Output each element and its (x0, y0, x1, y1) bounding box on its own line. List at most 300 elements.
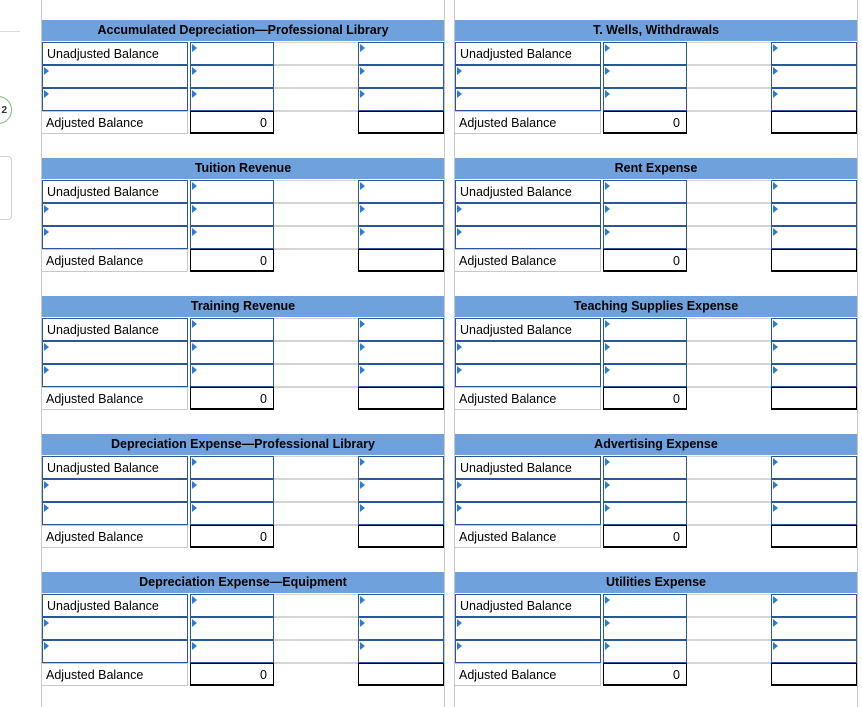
dropdown-arrow-icon (44, 619, 49, 627)
unadjusted-balance-row (42, 42, 444, 65)
account-block (455, 552, 857, 690)
dropdown-arrow-icon (457, 504, 462, 512)
debit-input[interactable] (190, 226, 274, 249)
dropdown-arrow-icon (605, 320, 610, 328)
adjusted-credit-total (358, 249, 444, 272)
dropdown-arrow-icon (773, 205, 778, 213)
adjustment-row (42, 341, 444, 364)
credit-input[interactable] (771, 364, 857, 387)
dropdown-arrow-icon (44, 481, 49, 489)
adjustment-label-input[interactable] (455, 364, 601, 387)
adjusted-balance-value: 0 (260, 254, 267, 268)
spacer-cell (687, 640, 771, 663)
adjustment-row (42, 88, 444, 111)
adjusted-credit-total (358, 111, 444, 134)
dropdown-arrow-icon (192, 596, 197, 604)
spacer-cell (274, 318, 358, 341)
debit-input[interactable] (603, 456, 687, 479)
credit-input[interactable] (358, 594, 444, 617)
adjusted-balance-value: 0 (260, 530, 267, 544)
credit-input[interactable] (358, 226, 444, 249)
account-block (42, 0, 444, 138)
adjusted-debit-total (603, 663, 687, 686)
debit-input[interactable] (603, 594, 687, 617)
adjusted-debit-total (603, 249, 687, 272)
dropdown-arrow-icon (605, 182, 610, 190)
account-title: Depreciation Expense—Equipment (42, 572, 444, 593)
dropdown-arrow-icon (192, 320, 197, 328)
adjusted-balance-value: 0 (673, 530, 680, 544)
left-panel-fragment (0, 0, 38, 707)
adjusted-balance-label: Adjusted Balance (42, 111, 188, 134)
dropdown-arrow-icon (44, 228, 49, 236)
adjustment-label-input[interactable] (42, 479, 188, 502)
spacer-cell (687, 226, 771, 249)
spacer-cell (274, 502, 358, 525)
credit-input[interactable] (771, 180, 857, 203)
dropdown-arrow-icon (192, 504, 197, 512)
adjusted-credit-total (771, 387, 857, 410)
credit-input[interactable] (358, 364, 444, 387)
unadjusted-balance-row (42, 594, 444, 617)
adjusted-debit-total (190, 663, 274, 686)
dropdown-arrow-icon (773, 481, 778, 489)
adjustment-row (455, 65, 857, 88)
credit-input[interactable] (771, 65, 857, 88)
dropdown-arrow-icon (192, 458, 197, 466)
unadjusted-balance-row (455, 180, 857, 203)
dropdown-arrow-icon (605, 67, 610, 75)
adjustment-label-input[interactable] (455, 203, 601, 226)
debit-input[interactable] (190, 456, 274, 479)
debit-input[interactable] (603, 364, 687, 387)
credit-input[interactable] (771, 617, 857, 640)
dropdown-arrow-icon (360, 343, 365, 351)
spacer-cell (687, 65, 771, 88)
credit-input[interactable] (358, 456, 444, 479)
adjusted-balance-value: 0 (260, 392, 267, 406)
debit-input[interactable] (603, 341, 687, 364)
adjusted-balance-label: Adjusted Balance (42, 387, 188, 410)
account-title: Depreciation Expense—Professional Library (42, 434, 444, 455)
adjusted-balance-label: Adjusted Balance (455, 387, 601, 410)
dropdown-arrow-icon (44, 205, 49, 213)
dropdown-arrow-icon (360, 458, 365, 466)
debit-input[interactable] (190, 594, 274, 617)
dropdown-arrow-icon (192, 481, 197, 489)
adjusted-balance-label: Adjusted Balance (455, 249, 601, 272)
unadjusted-balance-label: Unadjusted Balance (455, 180, 601, 203)
spacer-cell (274, 663, 358, 686)
account-title: Training Revenue (42, 296, 444, 317)
adjustment-row (455, 479, 857, 502)
adjusted-debit-total (603, 525, 687, 548)
dropdown-arrow-icon (360, 504, 365, 512)
account-block (42, 414, 444, 552)
unadjusted-balance-row (42, 180, 444, 203)
spacer-cell (687, 594, 771, 617)
adjustment-label-input[interactable] (42, 88, 188, 111)
unadjusted-balance-label: Unadjusted Balance (455, 42, 601, 65)
spacer-cell (687, 341, 771, 364)
credit-input[interactable] (771, 226, 857, 249)
credit-input[interactable] (358, 180, 444, 203)
adjusted-balance-row (42, 249, 444, 272)
adjustment-label-input[interactable] (42, 341, 188, 364)
credit-input[interactable] (771, 318, 857, 341)
spacer-cell (274, 387, 358, 410)
adjustment-row (42, 226, 444, 249)
dropdown-arrow-icon (360, 90, 365, 98)
credit-input[interactable] (771, 42, 857, 65)
adjusted-balance-value: 0 (673, 392, 680, 406)
adjustment-row (42, 65, 444, 88)
debit-input[interactable] (603, 42, 687, 65)
adjustment-row (455, 364, 857, 387)
dropdown-arrow-icon (44, 504, 49, 512)
spacer-cell (687, 111, 771, 134)
adjustment-row (455, 203, 857, 226)
left-account-column (41, 0, 445, 707)
account-title: Utilities Expense (455, 572, 857, 593)
dropdown-arrow-icon (44, 67, 49, 75)
credit-input[interactable] (358, 640, 444, 663)
credit-input[interactable] (771, 341, 857, 364)
spacer-cell (687, 387, 771, 410)
credit-input[interactable] (358, 617, 444, 640)
debit-input[interactable] (190, 88, 274, 111)
unadjusted-balance-row (455, 42, 857, 65)
adjustment-label-input[interactable] (455, 88, 601, 111)
spacer-cell (274, 42, 358, 65)
adjusted-balance-label: Adjusted Balance (42, 525, 188, 548)
dropdown-arrow-icon (605, 205, 610, 213)
debit-input[interactable] (603, 65, 687, 88)
spacer-cell (687, 364, 771, 387)
dropdown-arrow-icon (773, 642, 778, 650)
unadjusted-balance-row (455, 456, 857, 479)
spacer-cell (687, 456, 771, 479)
dropdown-arrow-icon (360, 320, 365, 328)
credit-input[interactable] (358, 502, 444, 525)
adjusted-balance-label: Adjusted Balance (42, 249, 188, 272)
dropdown-arrow-icon (360, 366, 365, 374)
adjustment-label-input[interactable] (42, 502, 188, 525)
adjusted-balance-label: Adjusted Balance (455, 525, 601, 548)
dropdown-arrow-icon (360, 481, 365, 489)
dropdown-arrow-icon (605, 366, 610, 374)
dropdown-arrow-icon (457, 90, 462, 98)
adjustment-label-input[interactable] (455, 226, 601, 249)
dropdown-arrow-icon (192, 67, 197, 75)
spacer-cell (687, 88, 771, 111)
adjustment-row (455, 640, 857, 663)
dropdown-arrow-icon (773, 90, 778, 98)
adjustment-row (455, 341, 857, 364)
debit-input[interactable] (190, 42, 274, 65)
dropdown-arrow-icon (457, 67, 462, 75)
credit-input[interactable] (358, 65, 444, 88)
adjustment-label-input[interactable] (455, 640, 601, 663)
dropdown-arrow-icon (605, 90, 610, 98)
dropdown-arrow-icon (605, 343, 610, 351)
unadjusted-balance-label: Unadjusted Balance (42, 180, 188, 203)
dropdown-arrow-icon (605, 504, 610, 512)
spacer-cell (687, 249, 771, 272)
dropdown-arrow-icon (605, 596, 610, 604)
adjusted-credit-total (358, 525, 444, 548)
account-title: Teaching Supplies Expense (455, 296, 857, 317)
spacer-cell (274, 65, 358, 88)
side-card-fragment (0, 156, 12, 220)
debit-input[interactable] (603, 88, 687, 111)
spacer-cell (687, 502, 771, 525)
adjusted-balance-value: 0 (673, 254, 680, 268)
unadjusted-balance-label: Unadjusted Balance (455, 318, 601, 341)
dropdown-arrow-icon (773, 320, 778, 328)
dropdown-arrow-icon (192, 182, 197, 190)
debit-input[interactable] (603, 502, 687, 525)
adjusted-balance-row (42, 387, 444, 410)
dropdown-arrow-icon (360, 44, 365, 52)
spacer-cell (274, 525, 358, 548)
adjustment-label-input[interactable] (455, 65, 601, 88)
debit-input[interactable] (190, 479, 274, 502)
adjusted-debit-total (190, 387, 274, 410)
credit-input[interactable] (358, 88, 444, 111)
adjusted-balance-value: 0 (260, 116, 267, 130)
dropdown-arrow-icon (457, 619, 462, 627)
credit-input[interactable] (771, 203, 857, 226)
account-title: Tuition Revenue (42, 158, 444, 179)
unadjusted-balance-row (42, 456, 444, 479)
dropdown-arrow-icon (773, 619, 778, 627)
debit-input[interactable] (603, 226, 687, 249)
adjusted-balance-label: Adjusted Balance (42, 663, 188, 686)
spacer-cell (274, 456, 358, 479)
account-block (455, 414, 857, 552)
debit-input[interactable] (603, 203, 687, 226)
dropdown-arrow-icon (44, 343, 49, 351)
adjustment-label-input[interactable] (42, 617, 188, 640)
adjustment-row (455, 502, 857, 525)
debit-input[interactable] (190, 364, 274, 387)
debit-input[interactable] (603, 180, 687, 203)
adjusted-balance-row (42, 663, 444, 686)
dropdown-arrow-icon (457, 481, 462, 489)
spacer-cell (274, 364, 358, 387)
dropdown-arrow-icon (605, 619, 610, 627)
spacer-cell (274, 640, 358, 663)
adjusted-debit-total (603, 387, 687, 410)
spacer-cell (687, 42, 771, 65)
credit-input[interactable] (771, 88, 857, 111)
unadjusted-balance-label: Unadjusted Balance (42, 594, 188, 617)
debit-input[interactable] (603, 318, 687, 341)
debit-input[interactable] (190, 318, 274, 341)
account-title: Advertising Expense (455, 434, 857, 455)
spacer-cell (687, 203, 771, 226)
credit-input[interactable] (358, 42, 444, 65)
adjusted-balance-label: Adjusted Balance (455, 111, 601, 134)
spacer-cell (274, 203, 358, 226)
right-account-column (454, 0, 858, 707)
adjustment-label-input[interactable] (42, 364, 188, 387)
dropdown-arrow-icon (773, 228, 778, 236)
adjustment-label-input[interactable] (455, 617, 601, 640)
account-title: Accumulated Depreciation—Professional Library (42, 20, 444, 41)
debit-input[interactable] (190, 65, 274, 88)
adjusted-debit-total (190, 111, 274, 134)
dropdown-arrow-icon (192, 366, 197, 374)
divider (0, 31, 20, 32)
question-number-badge[interactable]: 2 (0, 96, 12, 124)
dropdown-arrow-icon (360, 596, 365, 604)
adjusted-balance-row (455, 663, 857, 686)
dropdown-arrow-icon (773, 504, 778, 512)
dropdown-arrow-icon (192, 90, 197, 98)
debit-input[interactable] (190, 617, 274, 640)
credit-input[interactable] (358, 318, 444, 341)
adjusted-credit-total (358, 387, 444, 410)
dropdown-arrow-icon (773, 343, 778, 351)
dropdown-arrow-icon (457, 366, 462, 374)
adjustment-label-input[interactable] (455, 479, 601, 502)
spacer-cell (274, 617, 358, 640)
dropdown-arrow-icon (773, 366, 778, 374)
spacer-cell (687, 663, 771, 686)
dropdown-arrow-icon (360, 642, 365, 650)
dropdown-arrow-icon (605, 458, 610, 466)
adjustment-label-input[interactable] (455, 502, 601, 525)
dropdown-arrow-icon (457, 228, 462, 236)
dropdown-arrow-icon (773, 67, 778, 75)
dropdown-arrow-icon (773, 182, 778, 190)
adjustment-row (455, 617, 857, 640)
debit-input[interactable] (603, 640, 687, 663)
credit-input[interactable] (771, 502, 857, 525)
debit-input[interactable] (190, 180, 274, 203)
dropdown-arrow-icon (44, 642, 49, 650)
spacer-cell (274, 226, 358, 249)
account-block (42, 276, 444, 414)
adjustment-row (455, 226, 857, 249)
dropdown-arrow-icon (457, 205, 462, 213)
account-title: Rent Expense (455, 158, 857, 179)
credit-input[interactable] (771, 594, 857, 617)
dropdown-arrow-icon (192, 205, 197, 213)
dropdown-arrow-icon (773, 44, 778, 52)
adjusted-balance-row (42, 525, 444, 548)
adjustment-label-input[interactable] (42, 65, 188, 88)
debit-input[interactable] (190, 341, 274, 364)
credit-input[interactable] (771, 640, 857, 663)
account-block (455, 138, 857, 276)
adjusted-credit-total (771, 663, 857, 686)
debit-input[interactable] (190, 502, 274, 525)
spacer-cell (274, 479, 358, 502)
unadjusted-balance-label: Unadjusted Balance (42, 318, 188, 341)
adjusted-balance-row (455, 249, 857, 272)
unadjusted-balance-row (42, 318, 444, 341)
credit-input[interactable] (771, 456, 857, 479)
spacer-cell (687, 617, 771, 640)
unadjusted-balance-row (455, 594, 857, 617)
unadjusted-balance-label: Unadjusted Balance (42, 42, 188, 65)
adjusted-balance-row (42, 111, 444, 134)
dropdown-arrow-icon (773, 596, 778, 604)
unadjusted-balance-row (455, 318, 857, 341)
dropdown-arrow-icon (192, 642, 197, 650)
credit-input[interactable] (358, 203, 444, 226)
adjustment-row (42, 203, 444, 226)
adjusted-credit-total (771, 525, 857, 548)
dropdown-arrow-icon (192, 44, 197, 52)
dropdown-arrow-icon (605, 228, 610, 236)
account-block (42, 138, 444, 276)
debit-input[interactable] (190, 203, 274, 226)
spacer-cell (274, 180, 358, 203)
adjustment-row (42, 617, 444, 640)
adjusted-balance-label: Adjusted Balance (455, 663, 601, 686)
adjustment-row (42, 364, 444, 387)
credit-input[interactable] (358, 479, 444, 502)
credit-input[interactable] (771, 479, 857, 502)
unadjusted-balance-label: Unadjusted Balance (455, 594, 601, 617)
adjusted-balance-row (455, 111, 857, 134)
adjusted-balance-value: 0 (673, 668, 680, 682)
spacer-cell (687, 318, 771, 341)
adjusted-debit-total (190, 249, 274, 272)
dropdown-arrow-icon (192, 343, 197, 351)
credit-input[interactable] (358, 341, 444, 364)
spacer-cell (687, 180, 771, 203)
spacer-cell (274, 249, 358, 272)
adjustment-label-input[interactable] (455, 341, 601, 364)
adjusted-credit-total (771, 111, 857, 134)
adjustment-row (42, 640, 444, 663)
adjusted-balance-value: 0 (260, 668, 267, 682)
debit-input[interactable] (190, 640, 274, 663)
adjustment-label-input[interactable] (42, 203, 188, 226)
spacer-cell (274, 88, 358, 111)
adjusted-balance-value: 0 (673, 116, 680, 130)
spacer-cell (274, 341, 358, 364)
debit-input[interactable] (603, 617, 687, 640)
adjusted-balance-row (455, 525, 857, 548)
dropdown-arrow-icon (44, 366, 49, 374)
adjustment-row (42, 502, 444, 525)
spacer-cell (274, 594, 358, 617)
account-block (455, 0, 857, 138)
spacer-cell (687, 525, 771, 548)
dropdown-arrow-icon (360, 619, 365, 627)
adjustment-label-input[interactable] (42, 640, 188, 663)
unadjusted-balance-label: Unadjusted Balance (455, 456, 601, 479)
adjusted-debit-total (190, 525, 274, 548)
dropdown-arrow-icon (605, 481, 610, 489)
dropdown-arrow-icon (605, 642, 610, 650)
dropdown-arrow-icon (44, 90, 49, 98)
debit-input[interactable] (603, 479, 687, 502)
adjustment-row (455, 88, 857, 111)
adjustment-label-input[interactable] (42, 226, 188, 249)
adjusted-credit-total (358, 663, 444, 686)
spacer-cell (274, 111, 358, 134)
account-block (42, 552, 444, 690)
dropdown-arrow-icon (192, 228, 197, 236)
adjustment-row (42, 479, 444, 502)
